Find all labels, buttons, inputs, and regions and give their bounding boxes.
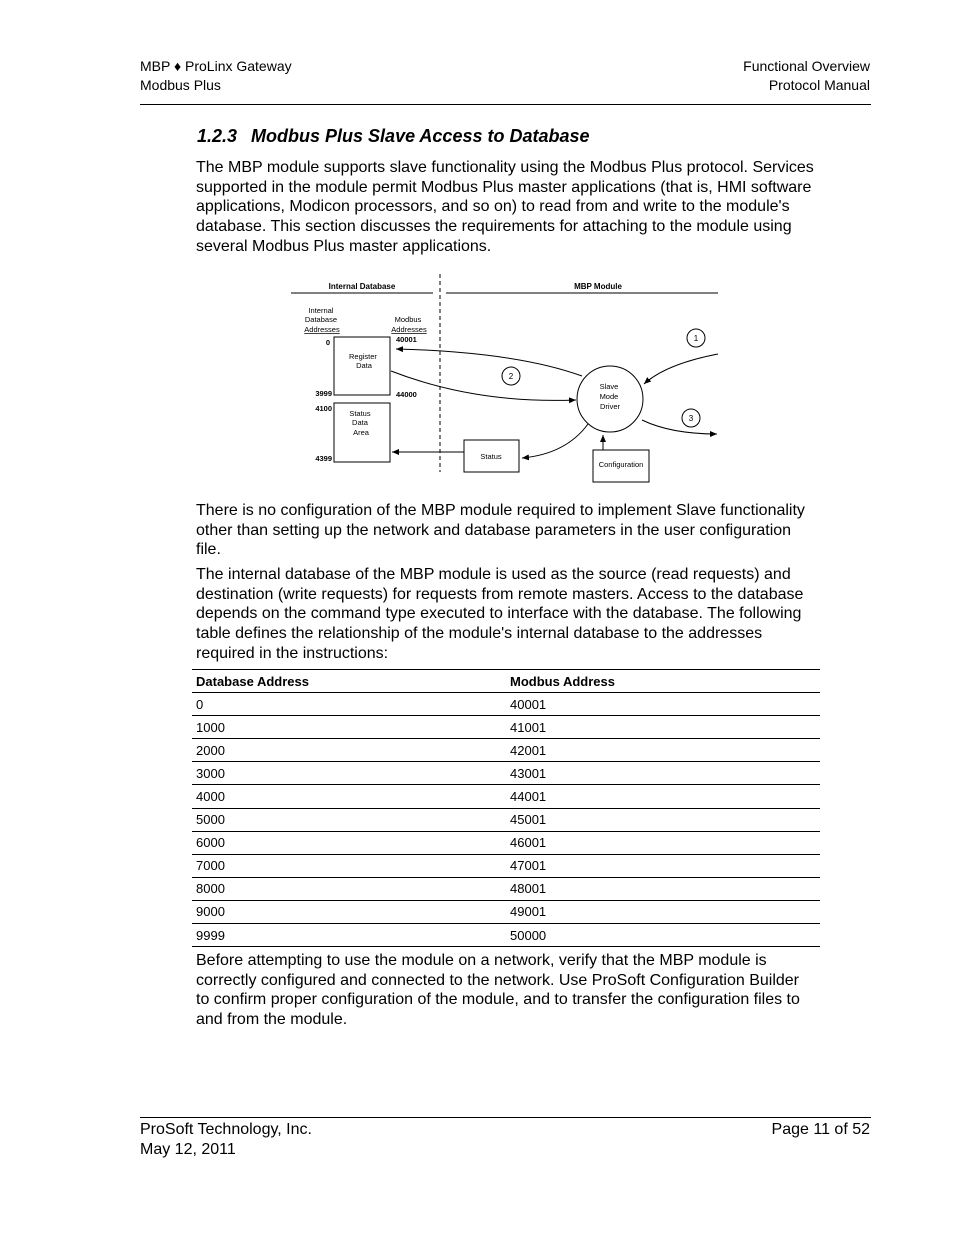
- table-row: [192, 877, 820, 900]
- header-divider: [140, 104, 871, 105]
- modbus-address-40001: 40001: [396, 335, 417, 344]
- footer-date: May 12, 2011: [140, 1140, 236, 1158]
- database-paragraph: The internal database of the MBP module is used as the source (read requests) and destination (write requests) for requests from remote masters. Access to the database depends on the command type executed to interface with the database. The following table defines the relationship of the module's internal database to the addresses required in the instructions:: [196, 566, 804, 662]
- step-1-label: 1: [693, 334, 699, 343]
- header-product: MBP ♦ ProLinx Gateway: [140, 58, 292, 74]
- slave-mode-driver-label: Slave Mode Driver: [599, 382, 620, 411]
- table-row: [192, 808, 820, 831]
- database-address-cell: 8000: [192, 877, 506, 900]
- config-paragraph: There is no configuration of the MBP module required to implement Slave functionality other than setting up the network and database parameters in the user configuration file.: [196, 502, 805, 559]
- modbus-address-cell: 42001: [506, 739, 820, 762]
- configuration-box-label: Configuration: [598, 460, 644, 469]
- status-data-area-label: Status Data Area: [349, 409, 371, 437]
- column-header-database-address: Database Address: [192, 670, 506, 693]
- database-address-cell: 0: [192, 693, 506, 716]
- modbus-address-cell: 43001: [506, 762, 820, 785]
- section-heading: [197, 126, 590, 147]
- status-box-label: Status: [480, 452, 502, 461]
- footer-page-number: Page 11 of 52: [771, 1121, 870, 1138]
- table-row: [192, 900, 820, 923]
- column-header-modbus-address: Modbus Address: [506, 670, 820, 693]
- table-row: [192, 693, 820, 716]
- modbus-address-cell: 45001: [506, 808, 820, 831]
- section-title: Modbus Plus Slave Access to Database: [251, 126, 590, 146]
- database-address-cell: 3000: [192, 762, 506, 785]
- page-header-right: [743, 57, 870, 95]
- internal-addresses-label: Internal Database Addresses: [304, 306, 340, 334]
- table-row: [192, 924, 820, 947]
- modbus-address-cell: 50000: [506, 924, 820, 947]
- closing-paragraph: Before attempting to use the module on a network, verify that the MBP module is correctly configured and connected to the network. Use ProSoft Configuration Builder to confirm proper configuration of the module, and to transfer the configuration files to and from the module.: [196, 952, 800, 1029]
- step-2-label: 2: [508, 372, 514, 381]
- page-footer-left: [140, 1120, 312, 1159]
- database-address-cell: 7000: [192, 854, 506, 877]
- status-arrow-from-driver: [522, 424, 588, 458]
- footer-divider: [140, 1117, 871, 1118]
- modbus-address-cell: 46001: [506, 831, 820, 854]
- database-address-cell: 6000: [192, 831, 506, 854]
- footer-company: ProSoft Technology, Inc.: [140, 1121, 312, 1138]
- database-address-cell: 1000: [192, 716, 506, 739]
- modbus-addresses-label: Modbus Addresses: [391, 315, 427, 334]
- request-arrow-in: [644, 354, 718, 384]
- response-arrow-out: [642, 420, 717, 434]
- address-3999: 3999: [315, 389, 332, 398]
- database-address-cell: 2000: [192, 739, 506, 762]
- page-header-left: [140, 57, 292, 95]
- read-arrow-to-register: [396, 349, 582, 376]
- address-0: 0: [325, 338, 330, 347]
- header-chapter: Functional Overview: [743, 58, 870, 74]
- step-3-label: 3: [688, 414, 694, 423]
- page-footer-right: [772, 1120, 870, 1140]
- table-row: [192, 739, 820, 762]
- table-row: [192, 716, 820, 739]
- modbus-address-cell: 40001: [506, 693, 820, 716]
- address-4100: 4100: [315, 404, 332, 413]
- database-address-cell: 9999: [192, 924, 506, 947]
- intro-paragraph: The MBP module supports slave functionality using the Modbus Plus protocol. Services supported in the module permit Modbus Plus master applications (that is, HMI software applications, Modicon processors, and so on) to read from and write to the module's database. This section discusses the requirements for attaching to the module using several Modbus Plus master applications.: [196, 159, 814, 255]
- modbus-address-cell: 48001: [506, 877, 820, 900]
- modbus-address-cell: 47001: [506, 854, 820, 877]
- table-row: [192, 762, 820, 785]
- section-number: 1.2.3: [197, 126, 238, 146]
- database-address-cell: 5000: [192, 808, 506, 831]
- slave-access-diagram: [286, 272, 726, 486]
- header-manual: Protocol Manual: [768, 77, 870, 93]
- modbus-address-cell: 41001: [506, 716, 820, 739]
- modbus-address-cell: 49001: [506, 900, 820, 923]
- modbus-address-44000: 44000: [396, 390, 417, 399]
- header-subproduct: Modbus Plus: [140, 77, 221, 93]
- mbp-module-heading: MBP Module: [574, 282, 622, 291]
- address-mapping-table: [192, 669, 820, 947]
- table-header-row: [192, 670, 820, 693]
- write-arrow-to-driver: [391, 371, 576, 400]
- internal-db-heading: Internal Database: [328, 282, 396, 291]
- table-row: [192, 831, 820, 854]
- register-data-label: Register Data: [348, 352, 377, 370]
- database-address-cell: 9000: [192, 900, 506, 923]
- modbus-address-cell: 44001: [506, 785, 820, 808]
- table-row: [192, 785, 820, 808]
- database-address-cell: 4000: [192, 785, 506, 808]
- address-4399: 4399: [315, 454, 332, 463]
- table-row: [192, 854, 820, 877]
